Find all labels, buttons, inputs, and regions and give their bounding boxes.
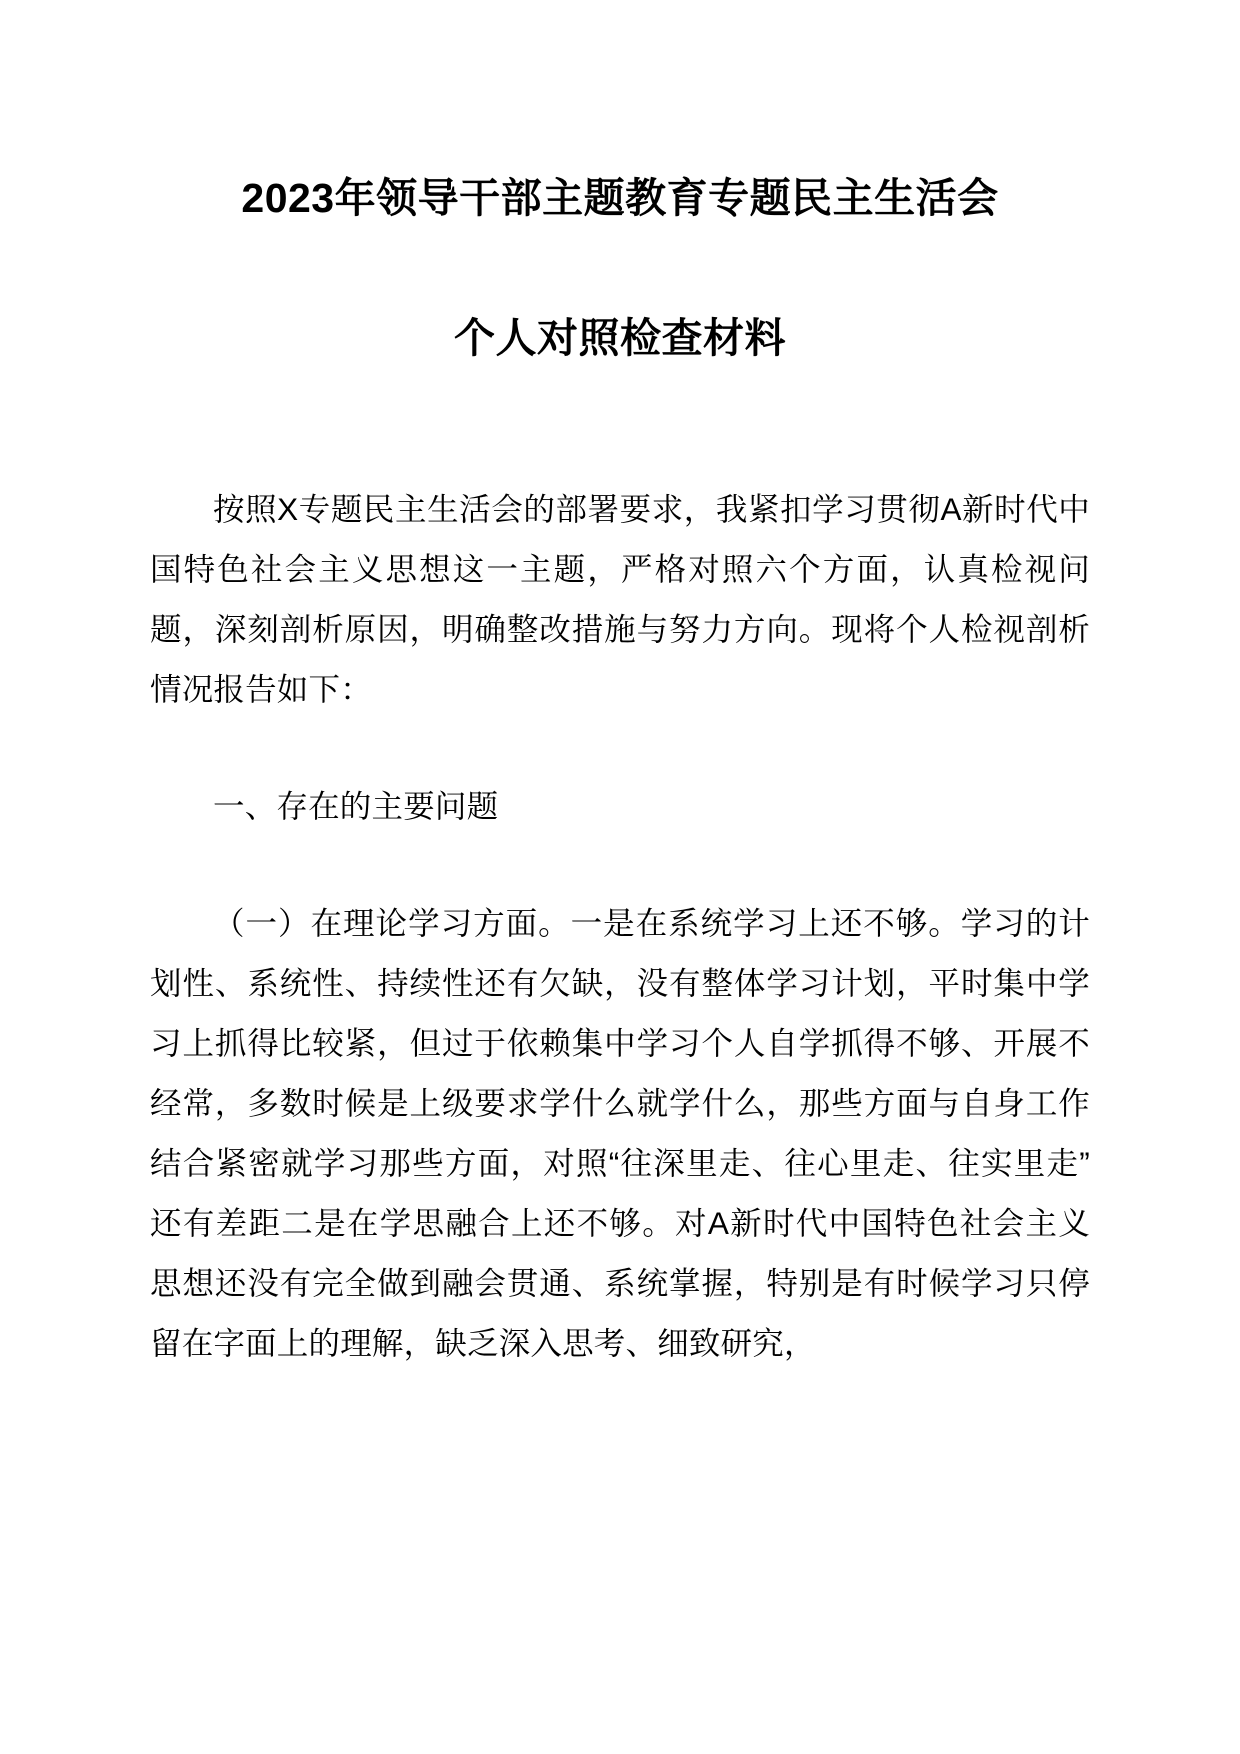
title-line-secondary: 个人对照检查材料 — [454, 315, 786, 361]
paragraph-intro: 按照X专题民主生活会的部署要求，我紧扣学习贯彻A新时代中国特色社会主义思想这一主题，严格对照六个方面，认真检视问题，深刻剖析原因，明确整改措施与努力方向。现将个人检视剖析情况报告如下： — [150, 491, 1090, 707]
title-line-primary: 2023年领导干部主题教育专题民主生活会 — [241, 175, 999, 221]
section-heading-existing-problems: 一、存在的主要问题 — [213, 788, 499, 824]
document-body — [150, 479, 1090, 1373]
paragraph-theory-study: （一）在理论学习方面。一是在系统学习上还不够。学习的计划性、系统性、持续性还有欠缺，没有整体学习计划，平时集中学习上抓得比较紧，但过于依赖集中学习个人自学抓得不够、开展不经常，多数时候是上级要求学什么就学什么，那些方面与自身工作结合紧密就学习那些方面，对照“往深里走、往心里走、往实里走”还有差距二是在学思融合上还不够。对A新时代中国特色社会主义思想还没有完全做到融会贯通、系统掌握，特别是有时候学习只停留在字面上的理解，缺乏深入思考、细致研究， — [150, 905, 1090, 1361]
page-title — [150, 175, 1090, 361]
